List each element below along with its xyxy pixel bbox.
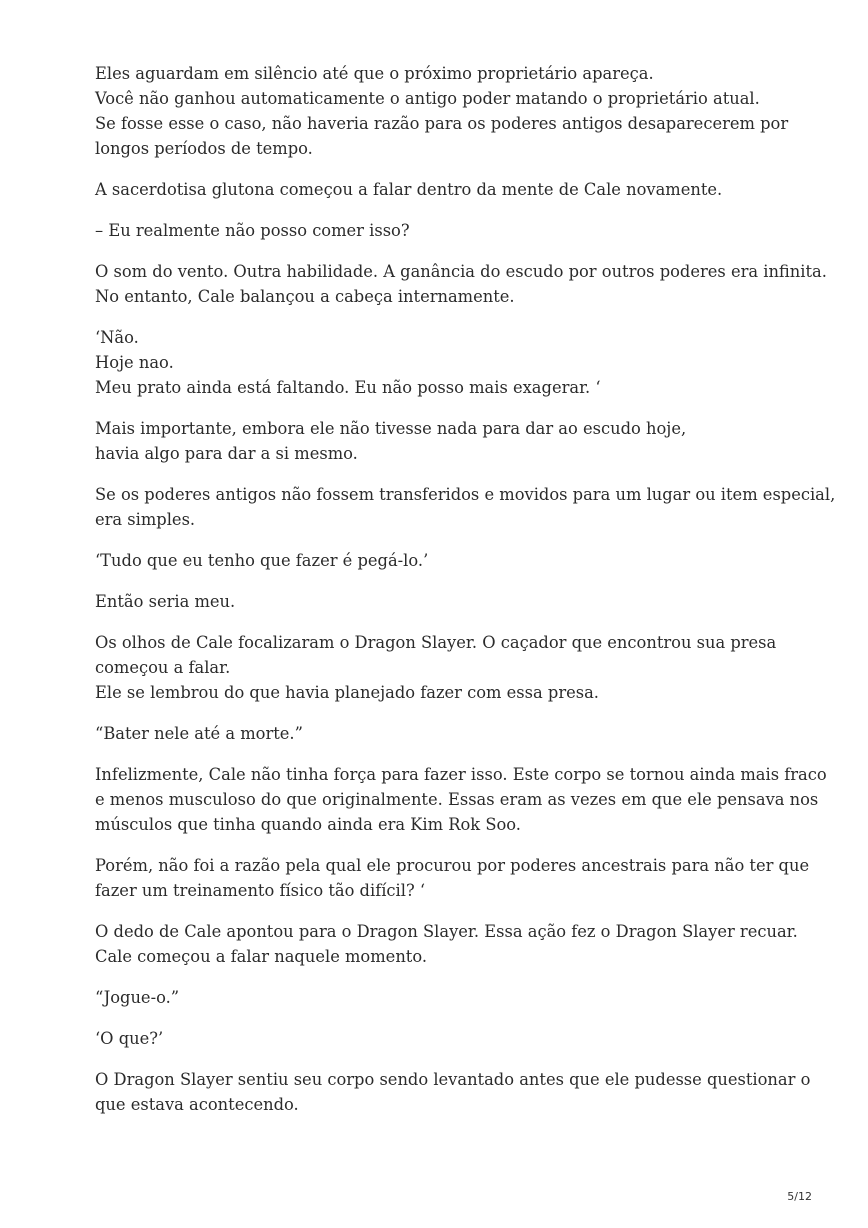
text-line: ‘O que?’	[95, 1029, 164, 1048]
text-line: A sacerdotisa glutona começou a falar dentro da mente de Cale novamente.	[95, 180, 723, 199]
text-line: ‘Tudo que eu tenho que fazer é pegá-lo.’	[95, 551, 429, 570]
paragraph-10	[95, 630, 795, 705]
paragraph-9	[95, 589, 795, 614]
text-line: ‘Não.	[95, 328, 139, 347]
text-line: “Bater nele até a morte.”	[95, 724, 303, 743]
text-line: Meu prato ainda está faltando. Eu não posso mais exagerar. ‘	[95, 378, 601, 397]
paragraph-17	[95, 1067, 811, 1117]
paragraph-2	[95, 177, 795, 202]
text-line: Cale começou a falar naquele momento.	[95, 947, 428, 966]
text-line: O som do vento. Outra habilidade. A ganância do escudo por outros poderes era infinita.	[95, 262, 827, 281]
paragraph-5	[95, 325, 795, 400]
text-line: era simples.	[95, 510, 196, 529]
text-line: Se fosse esse o caso, não haveria razão para os poderes antigos desaparecerem por	[95, 114, 789, 133]
text-line: O Dragon Slayer sentiu seu corpo sendo levantado antes que ele pudesse questionar o	[95, 1070, 811, 1089]
paragraph-12	[95, 762, 827, 837]
page-number: 5/12	[787, 1190, 812, 1203]
paragraph-3	[95, 218, 795, 243]
paragraph-14	[95, 919, 798, 969]
text-line: longos períodos de tempo.	[95, 139, 313, 158]
text-line: músculos que tinha quando ainda era Kim Rok Soo.	[95, 815, 521, 834]
text-line: Os olhos de Cale focalizaram o Dragon Slayer. O caçador que encontrou sua presa	[95, 633, 777, 652]
text-line: Eles aguardam em silêncio até que o próximo proprietário apareça.	[95, 64, 654, 83]
text-line: começou a falar.	[95, 658, 231, 677]
text-line: e menos musculoso do que originalmente. Essas eram as vezes em que ele pensava nos	[95, 790, 819, 809]
text-line: havia algo para dar a si mesmo.	[95, 444, 358, 463]
text-line: Mais importante, embora ele não tivesse nada para dar ao escudo hoje,	[95, 419, 687, 438]
text-line: Porém, não foi a razão pela qual ele procurou por poderes ancestrais para não ter que	[95, 856, 810, 875]
text-line: Então seria meu.	[95, 592, 236, 611]
paragraph-16	[95, 1026, 795, 1051]
text-line: Ele se lembrou do que havia planejado fazer com essa presa.	[95, 683, 599, 702]
text-line: – Eu realmente não posso comer isso?	[95, 221, 410, 240]
paragraph-8	[95, 548, 795, 573]
text-line: Você não ganhou automaticamente o antigo poder matando o proprietário atual.	[95, 89, 760, 108]
paragraph-1	[95, 61, 795, 161]
paragraph-13	[95, 853, 810, 903]
text-line: O dedo de Cale apontou para o Dragon Slayer. Essa ação fez o Dragon Slayer recuar.	[95, 922, 798, 941]
paragraph-4	[95, 259, 827, 309]
text-line: Se os poderes antigos não fossem transferidos e movidos para um lugar ou item especial,	[95, 485, 836, 504]
text-line: que estava acontecendo.	[95, 1095, 299, 1114]
paragraph-11	[95, 721, 795, 746]
text-line: Infelizmente, Cale não tinha força para fazer isso. Este corpo se tornou ainda mais fraco	[95, 765, 827, 784]
text-line: fazer um treinamento físico tão difícil? ‘	[95, 881, 426, 900]
text-line: “Jogue-o.”	[95, 988, 180, 1007]
paragraph-7	[95, 482, 836, 532]
paragraph-15	[95, 985, 795, 1010]
text-line: Hoje nao.	[95, 353, 174, 372]
paragraph-6	[95, 416, 795, 466]
page-body	[95, 61, 836, 1133]
text-line: No entanto, Cale balançou a cabeça internamente.	[95, 287, 515, 306]
